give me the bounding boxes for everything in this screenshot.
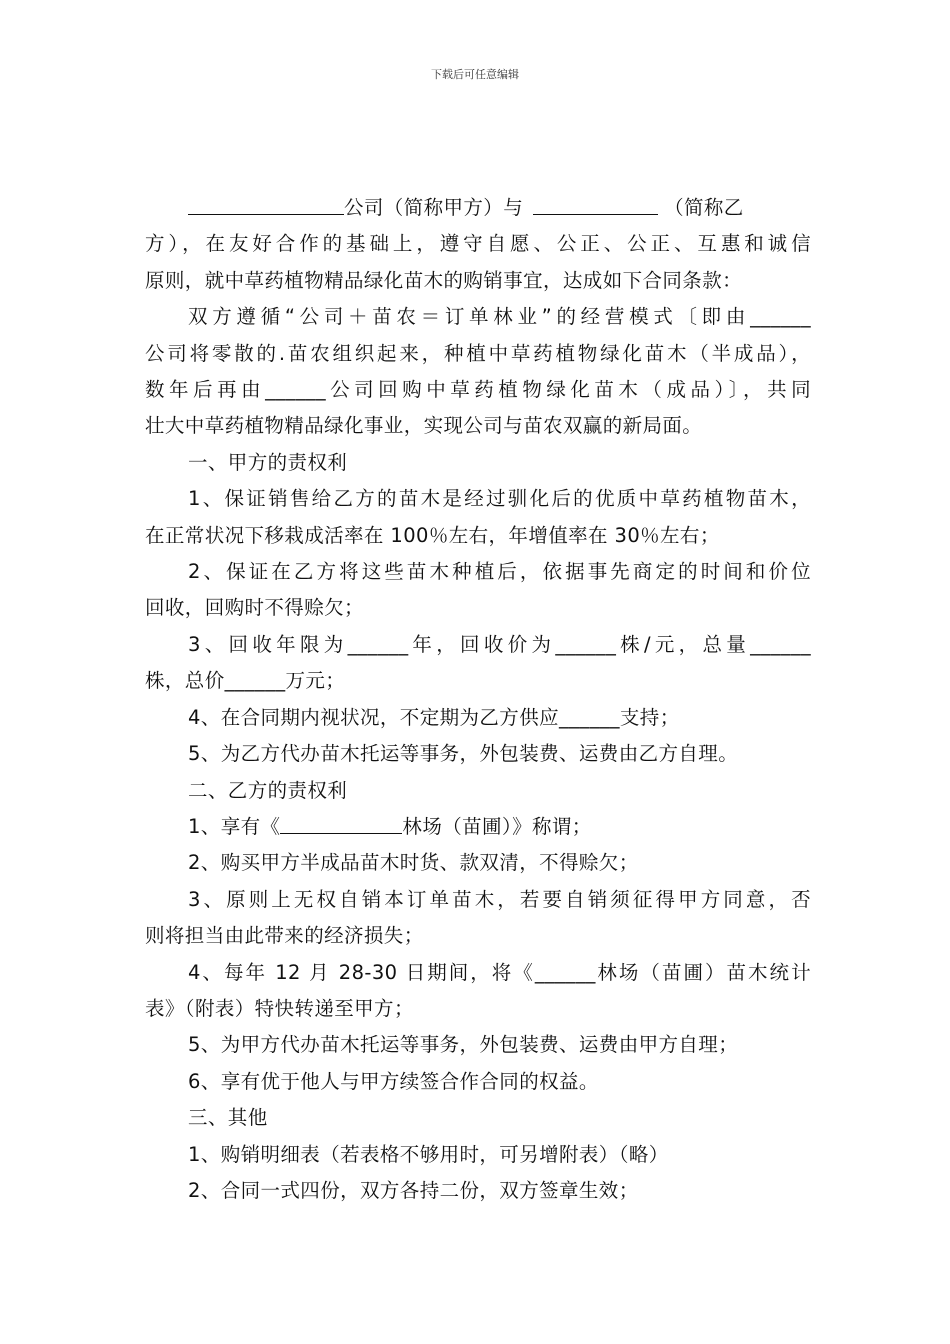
party-a-label: 公司（简称甲方）与 <box>344 196 524 219</box>
paragraph-line: 数年后再由______公司回购中草药植物绿化苗木（成品）〕，共同 <box>145 378 811 402</box>
paragraph-line: 2、保证在乙方将这些苗木种植后，依据事先商定的时间和价位 <box>188 560 811 584</box>
paragraph-line: 1、购销明细表（若表格不够用时，可另增附表）（略） <box>188 1142 669 1166</box>
paragraph-line: 表》（附表）特快转递至甲方； <box>145 996 414 1020</box>
paragraph-line: 株，总价______万元； <box>145 669 346 693</box>
party-b-label: （简称乙 <box>664 196 744 219</box>
contract-body <box>145 190 811 1209</box>
paragraph-line: 3、回收年限为______年，回收价为______株/元，总量______ <box>188 632 811 656</box>
section-heading: 一、甲方的责权利 <box>188 450 348 474</box>
paragraph-line: 双方遵循“公司＋苗农＝订单林业”的经营模式〔即由______ <box>188 305 811 329</box>
paragraph-line: 回收，回购时不得赊欠； <box>145 596 364 620</box>
section-heading: 二、乙方的责权利 <box>188 778 348 802</box>
paragraph-line: 5、为乙方代办苗木托运等事务，外包装费、运费由乙方自理。 <box>188 742 739 766</box>
paragraph-line <box>145 809 811 845</box>
paragraph-line: 在正常状况下移栽成活率在 100％左右，年增值率在 30％左右； <box>145 523 720 547</box>
paragraph-line: 3、原则上无权自销本订单苗木，若要自销须征得甲方同意，否 <box>188 887 811 911</box>
page-header: 下载后可任意编辑 <box>431 68 519 81</box>
item-suffix: 林场（苗圃）》称谓； <box>402 814 592 838</box>
blank-field <box>533 193 658 215</box>
paragraph-line: 5、为甲方代办苗木托运等事务，外包装费、运费由甲方自理； <box>188 1033 739 1057</box>
paragraph-line: 壮大中草药植物精品绿化事业，实现公司与苗农双赢的新局面。 <box>145 414 703 438</box>
blank-field <box>188 193 344 215</box>
paragraph-line: 2、合同一式四份，双方各持二份，双方签章生效； <box>188 1178 639 1202</box>
paragraph-line: 公司将零散的.苗农组织起来，种植中草药植物绿化苗木（半成品）， <box>145 341 811 365</box>
item-prefix: 1、享有《 <box>188 814 281 838</box>
paragraph-line: 2、购买甲方半成品苗木时货、款双清，不得赊欠； <box>188 851 639 875</box>
paragraph-line: 1、保证销售给乙方的苗木是经过驯化后的优质中草药植物苗木， <box>188 487 811 511</box>
paragraph-line: 原则，就中草药植物精品绿化苗木的购销事宜，达成如下合同条款： <box>145 268 743 292</box>
paragraph-line: 4、在合同期内视状况，不定期为乙方供应______支持； <box>188 705 680 729</box>
paragraph-line: 方），在友好合作的基础上，遵守自愿、公正、公正、互惠和诚信 <box>145 232 811 256</box>
paragraph-line <box>145 190 811 226</box>
blank-field <box>280 812 402 834</box>
paragraph-line: 6、享有优于他人与甲方续签合作合同的权益。 <box>188 1069 599 1093</box>
paragraph-line: 则将担当由此带来的经济损失； <box>145 924 424 948</box>
section-heading: 三、其他 <box>188 1106 268 1130</box>
paragraph-line: 4、每年 12 月 28-30 日期间，将《______林场（苗圃）苗木统计 <box>188 960 811 984</box>
